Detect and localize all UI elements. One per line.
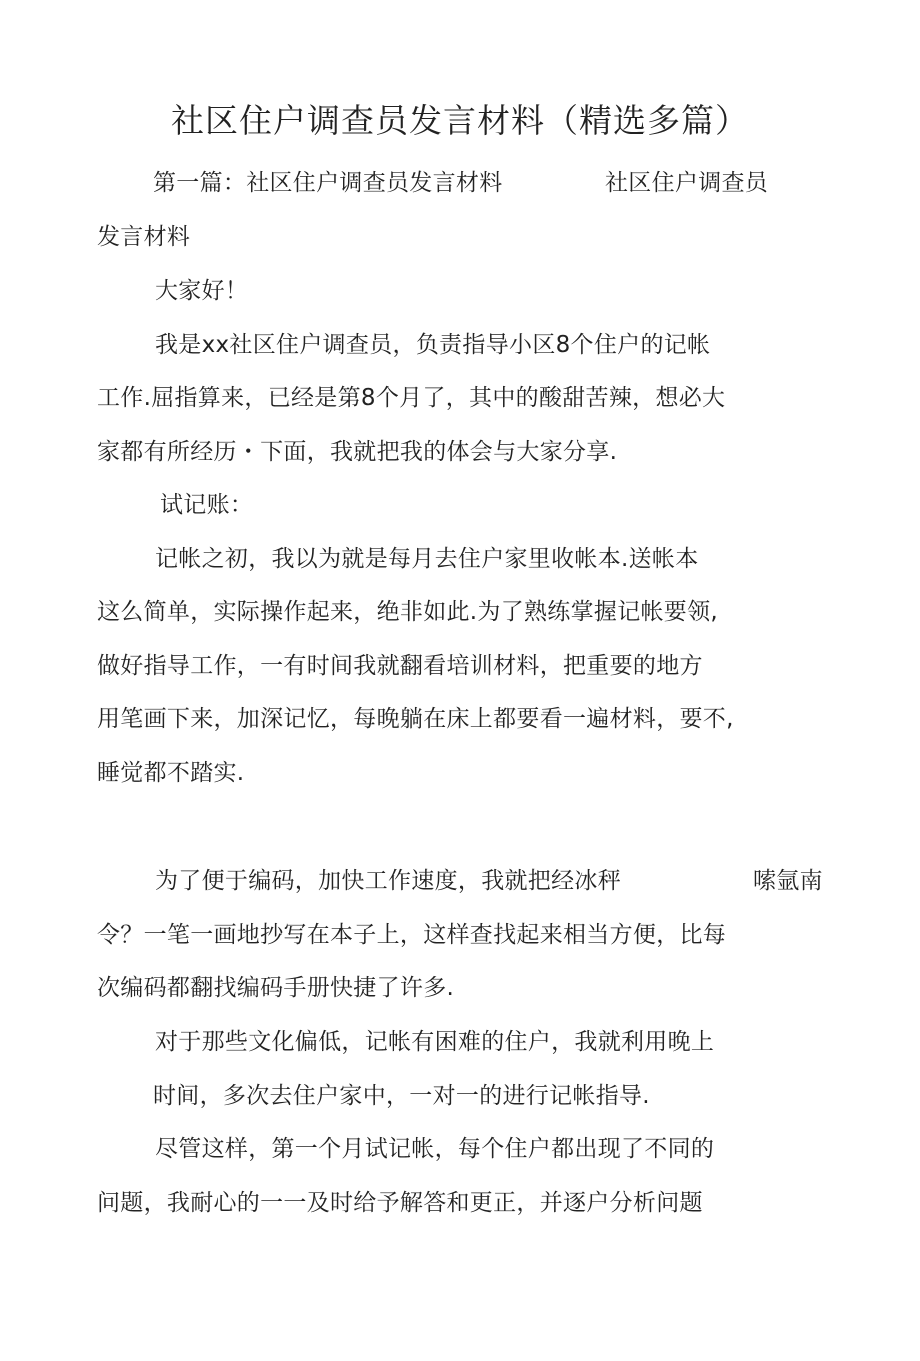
section-heading: 第一篇：社区住户调查员发言材料 <box>153 170 503 196</box>
document-title: 社区住户调查员发言材料（精选多篇） <box>171 101 749 140</box>
text-line: 记帐之初，我以为就是每月去住户家里收帐本.送帐本 <box>155 546 699 572</box>
text-line: 睡觉都不踏实. <box>97 760 245 786</box>
text-line: 用笔画下来，加深记忆，每晚躺在床上都要看一遍材料，要不, <box>97 706 734 732</box>
text-line: 问题，我耐心的一一及时给予解答和更正，并逐户分析问题 <box>97 1190 703 1216</box>
text-line: 工作.屈指算来，已经是第8个月了，其中的酸甜苦辣，想必大 <box>97 385 726 411</box>
text-line: 次编码都翻找编码手册快捷了许多. <box>97 975 455 1001</box>
text-line: 家都有所经历・下面，我就把我的体会与大家分享. <box>97 439 618 465</box>
text-line: 尽管这样，第一个月试记帐，每个住户都出现了不同的 <box>155 1136 715 1162</box>
greeting: 大家好！ <box>155 278 249 304</box>
text-line: 嗦氩南 <box>753 868 823 894</box>
section-heading-continued: 社区住户调查员 <box>605 170 769 196</box>
text-line: 为了便于编码，加快工作速度，我就把经冰秤 <box>155 868 621 894</box>
text-line: 这么简单，实际操作起来，绝非如此.为了熟练掌握记帐要领, <box>97 599 719 625</box>
text-line: 对于那些文化偏低，记帐有困难的住户，我就利用晚上 <box>155 1029 715 1055</box>
subheading: 试记账： <box>160 492 254 518</box>
text-line: 我是xx社区住户调查员，负责指导小区8个住户的记帐 <box>155 332 711 358</box>
text-line: 发言材料 <box>97 224 191 250</box>
text-line: 做好指导工作，一有时间我就翻看培训材料，把重要的地方 <box>97 653 703 679</box>
text-line: 时间，多次去住户家中，一对一的进行记帐指导. <box>153 1083 650 1109</box>
text-line: 令？一笔一画地抄写在本子上，这样查找起来相当方便，比每 <box>97 922 727 948</box>
